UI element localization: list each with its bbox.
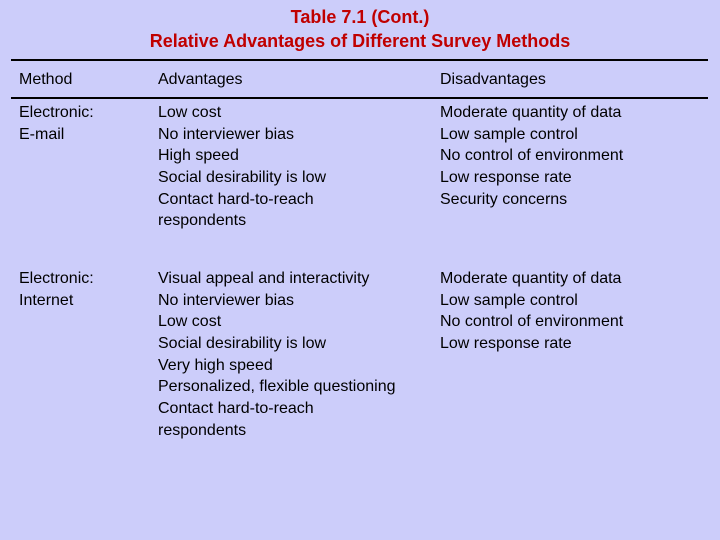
header-method: Method (19, 71, 73, 88)
cell-line: No control of environment (440, 147, 624, 165)
cell-line: Social desirability is low (158, 335, 327, 353)
header-advantages: Advantages (158, 71, 243, 88)
cell-line: Low cost (158, 313, 222, 331)
cell-line: Low cost (158, 104, 222, 121)
cell-line: Moderate quantity of data (440, 270, 622, 287)
cell-line: No control of environment (440, 313, 624, 331)
cell-line: respondents (158, 421, 247, 439)
cell-line: Social desirability is low (158, 169, 327, 187)
cell-line: Very high speed (158, 356, 273, 374)
cell-line: Electronic: (19, 104, 94, 121)
table-title: Relative Advantages of Different Survey Methods (149, 31, 571, 51)
row-internet-method (19, 268, 94, 311)
cell-line: No interviewer bias (158, 291, 295, 309)
cell-line: Low response rate (440, 169, 572, 187)
top-rule (11, 59, 708, 61)
cell-line: No interviewer bias (158, 125, 295, 143)
cell-line: High speed (158, 147, 239, 165)
cell-line: respondents (158, 212, 247, 230)
cell-line: Low response rate (440, 335, 572, 353)
header-disadvantages: Disadvantages (440, 71, 546, 88)
cell-line: Contact hard-to-reach (158, 190, 314, 208)
row-email-disadvantages (440, 102, 623, 210)
row-internet-disadvantages (440, 268, 623, 355)
cell-line: Contact hard-to-reach (158, 400, 314, 418)
row-email-method (19, 102, 94, 145)
row-internet-advantages (158, 268, 395, 442)
table-number: Table 7.1 (Cont.) (290, 7, 430, 27)
header-rule (11, 97, 708, 99)
cell-line: Moderate quantity of data (440, 104, 622, 121)
cell-line: Personalized, flexible questioning (158, 378, 396, 396)
cell-line: Internet (19, 291, 74, 309)
cell-line: Visual appeal and interactivity (158, 270, 370, 287)
row-email-advantages (158, 102, 326, 232)
cell-line: Security concerns (440, 190, 568, 208)
cell-line: Electronic: (19, 270, 94, 287)
cell-line: E-mail (19, 125, 65, 143)
cell-line: Low sample control (440, 125, 578, 143)
cell-line: Low sample control (440, 291, 578, 309)
